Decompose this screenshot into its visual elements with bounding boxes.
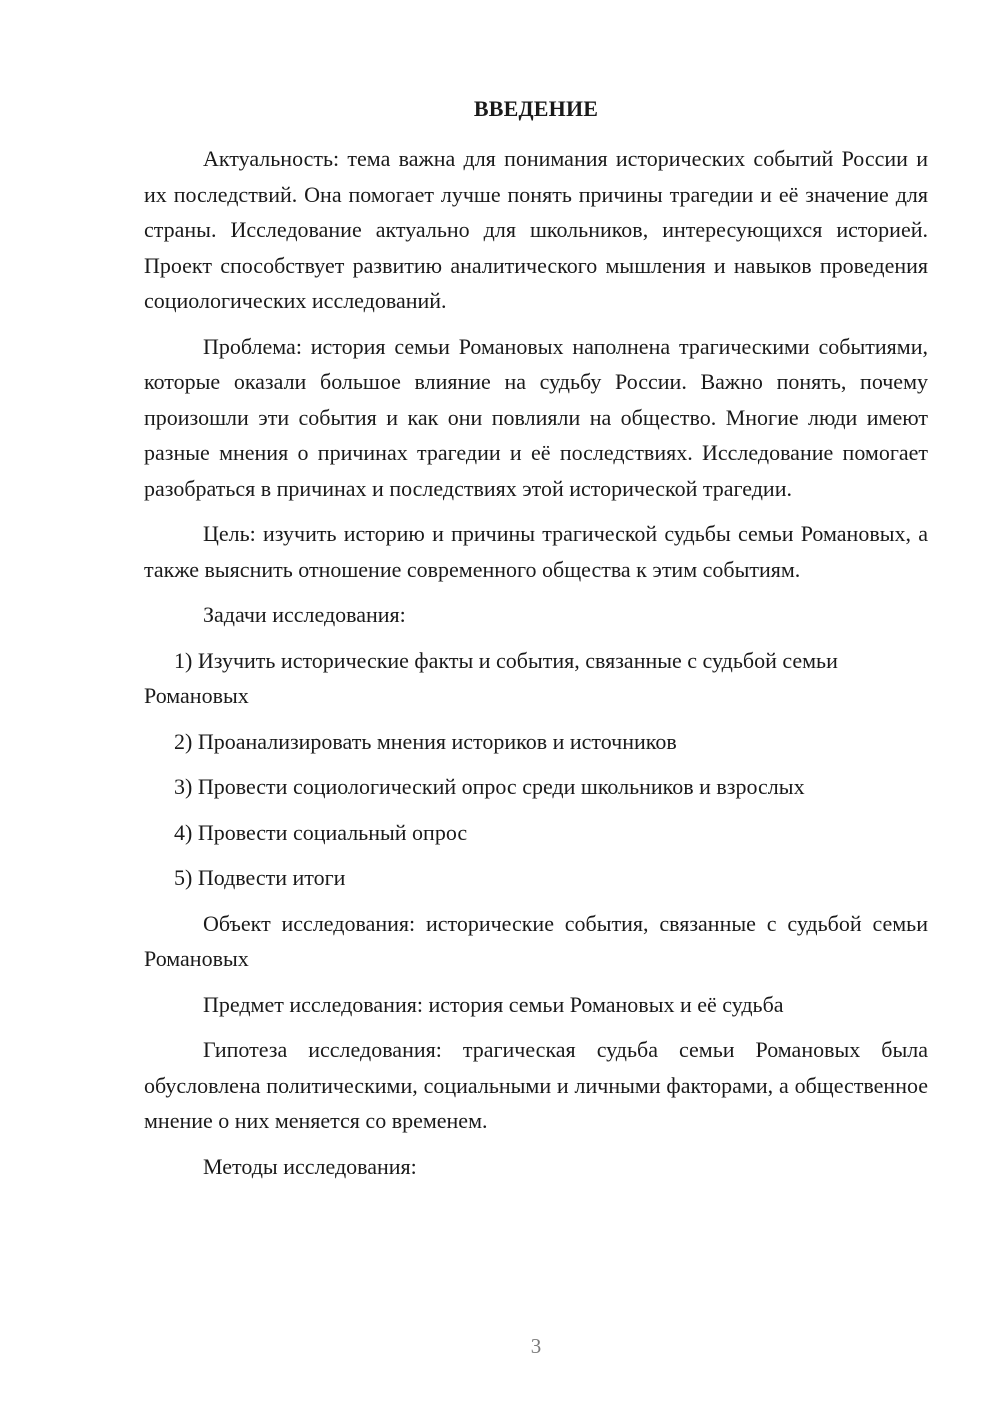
list-item: 5) Подвести итоги <box>174 865 346 890</box>
page-title: ВВЕДЕНИЕ <box>473 96 599 121</box>
page-number: 3 <box>530 1334 542 1358</box>
list-item: 4) Провести социальный опрос <box>174 819 468 845</box>
list-item: 3) Провести социологический опрос среди школьников и взрослых <box>174 774 805 799</box>
tasks-heading: Задачи исследования: <box>203 602 406 627</box>
relevance-paragraph: Актуальность: тема важна для понимания исторических событий России и их последствий. Она помогает лучше понять причины трагедии и её значение для страны. Исследование актуально для школьников, интересующихся историей. Проект способствует развитию аналитического мышления и навыков проведения социологических исследований. <box>144 146 928 313</box>
tasks-list <box>144 643 928 896</box>
subject-paragraph: Предмет исследования: история семьи Романовых и её судьба <box>203 991 784 1017</box>
document-body <box>144 141 928 1194</box>
list-item: 1) Изучить исторические факты и события, связанные с судьбой семьи Романовых <box>144 647 838 708</box>
list-item: 2) Проанализировать мнения историков и источников <box>174 728 677 754</box>
problem-paragraph: Проблема: история семьи Романовых наполнена трагическими событиями, которые оказали большое влияние на судьбу России. Важно понять, почему произошли эти события и как они повлияли на общество. Многие люди имеют разные мнения о причинах трагедии и её последствиях. Исследование помогает разобраться в причинах и последствиях этой исторической трагедии. <box>144 333 928 501</box>
object-paragraph: Объект исследования: исторические события, связанные с судьбой семьи Романовых <box>144 910 928 971</box>
methods-heading: Методы исследования: <box>203 1153 417 1179</box>
goal-paragraph: Цель: изучить историю и причины трагической судьбы семьи Романовых, а также выяснить отношение современного общества к этим событиям. <box>144 521 928 582</box>
hypothesis-paragraph: Гипотеза исследования: трагическая судьба семьи Романовых была обусловлена политическими, социальными и личными факторами, а общественное мнение о них меняется со временем. <box>144 1037 928 1133</box>
